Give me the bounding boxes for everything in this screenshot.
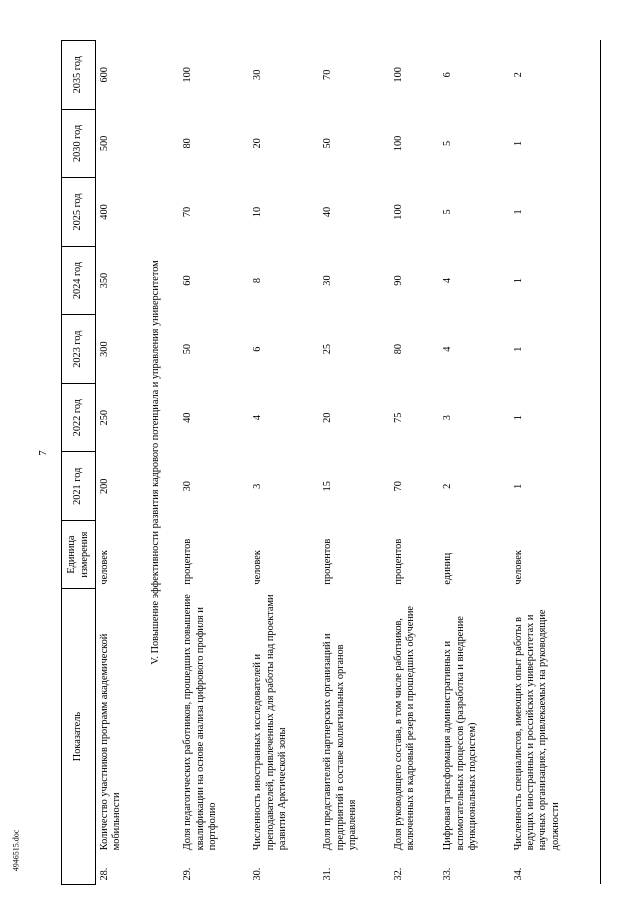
value-cell: 75: [392, 412, 404, 423]
unit-cell: единиц: [442, 552, 454, 585]
value-cell: 40: [182, 412, 194, 423]
value-cell: 50: [322, 138, 334, 149]
header-year: 2023 год: [62, 315, 96, 384]
value-cell: 40: [322, 206, 334, 218]
unit-cell: процентов: [392, 538, 404, 585]
value-cell: 350: [99, 272, 110, 289]
section-title: V. Повышение эффективности развития кадрового потенциала и управления университетом: [150, 260, 162, 665]
value-cell: 80: [392, 343, 404, 355]
value-cell: 600: [99, 67, 110, 83]
value-cell: 60: [182, 275, 194, 286]
row-number: 30.: [252, 867, 264, 881]
indicator-cell: Доля представителей партнерских организаций и предприятий в составе коллегиальных органов управления: [322, 633, 359, 851]
header-year: 2024 год: [62, 246, 96, 315]
table-header-row: [62, 41, 96, 885]
table-row: [439, 41, 509, 885]
indicator-cell: Численность специалистов, имеющих опыт работы в ведущих иностранных и российских университетах и научных организациях, привлекаемых на руководящие должности: [510, 589, 601, 855]
value-cell: 10: [252, 206, 264, 218]
header-indicator: Показатель: [62, 589, 96, 885]
table-row: [249, 41, 319, 885]
value-cell: 2: [442, 483, 454, 489]
value-cell: 50: [182, 343, 194, 355]
indicator-cell: Количество участников программ академической мобильности: [99, 633, 123, 851]
table-body: [96, 41, 601, 885]
row-number: 29.: [182, 867, 194, 881]
value-cell: 4: [442, 277, 454, 284]
indicator-cell: Доля руководящего состава, в том числе работников, включенных в кадровый резерв и прошедших обучение: [392, 606, 416, 851]
value-cell: 100: [392, 204, 404, 220]
page-number: 7: [36, 450, 49, 456]
value-cell: 70: [392, 481, 404, 492]
value-cell: 70: [182, 206, 194, 218]
header-year: 2022 год: [62, 383, 96, 452]
header-year: 2025 год: [62, 178, 96, 247]
value-cell: 4: [252, 415, 264, 421]
value-cell: 1: [510, 109, 601, 178]
value-cell: 6: [442, 72, 454, 78]
indicators-table: [61, 40, 601, 885]
indicators-table-wrapper: [61, 40, 601, 885]
table-row: [510, 41, 601, 885]
value-cell: 8: [252, 277, 264, 284]
value-cell: 70: [322, 69, 334, 80]
table-row: [96, 41, 147, 885]
value-cell: 20: [322, 412, 334, 423]
unit-cell: человек: [510, 521, 601, 589]
header-year: 2021 год: [62, 452, 96, 521]
row-number: 34.: [510, 854, 601, 884]
value-cell: 1: [510, 315, 601, 384]
row-number: 33.: [442, 867, 454, 881]
value-cell: 6: [252, 346, 264, 352]
unit-cell: процентов: [182, 538, 194, 585]
value-cell: 100: [392, 67, 404, 83]
value-cell: 1: [510, 383, 601, 452]
value-cell: 80: [182, 138, 194, 149]
value-cell: 15: [322, 481, 334, 492]
unit-cell: человек: [252, 550, 264, 585]
value-cell: 30: [252, 69, 264, 80]
indicator-cell: Цифровая трансформация административных и вспомогательных процессов (разработка и внедрение функциональных подсистем): [442, 616, 479, 851]
indicator-cell: Доля педагогических работников, прошедших повышение квалификации на основе анализа цифрового профиля и портфолио: [182, 594, 219, 851]
value-cell: 400: [99, 204, 110, 220]
value-cell: 3: [252, 483, 264, 489]
value-cell: 5: [442, 140, 454, 146]
value-cell: 300: [99, 341, 110, 357]
section-row: [146, 41, 179, 885]
table-row: [390, 41, 440, 885]
value-cell: 5: [442, 209, 454, 215]
value-cell: 90: [392, 275, 404, 286]
unit-cell: процентов: [322, 538, 334, 585]
header-unit: Единица измерения: [62, 521, 96, 589]
row-number: 31.: [322, 867, 334, 881]
value-cell: 100: [182, 67, 194, 83]
table-row: [319, 41, 389, 885]
value-cell: 30: [322, 275, 334, 286]
value-cell: 1: [510, 178, 601, 247]
value-cell: 20: [252, 138, 264, 149]
value-cell: 200: [99, 478, 110, 494]
unit-cell: человек: [99, 550, 110, 585]
value-cell: 100: [392, 135, 404, 152]
value-cell: 250: [99, 409, 110, 426]
footer-document-code: 4946515.doc: [11, 829, 21, 872]
row-number: 28.: [99, 867, 110, 881]
value-cell: 1: [510, 452, 601, 521]
value-cell: 2: [510, 41, 601, 110]
row-number: 32.: [392, 867, 404, 881]
header-year: 2030 год: [62, 109, 96, 178]
header-year: 2035 год: [62, 41, 96, 110]
value-cell: 3: [442, 415, 454, 421]
value-cell: 500: [99, 135, 110, 152]
value-cell: 30: [182, 481, 194, 492]
value-cell: 25: [322, 343, 334, 355]
value-cell: 1: [510, 246, 601, 315]
value-cell: 4: [442, 346, 454, 352]
table-row: [179, 41, 249, 885]
indicator-cell: Численность иностранных исследователей и преподавателей, привлеченных для работы над проектами развития Арктической зоны: [252, 594, 289, 851]
